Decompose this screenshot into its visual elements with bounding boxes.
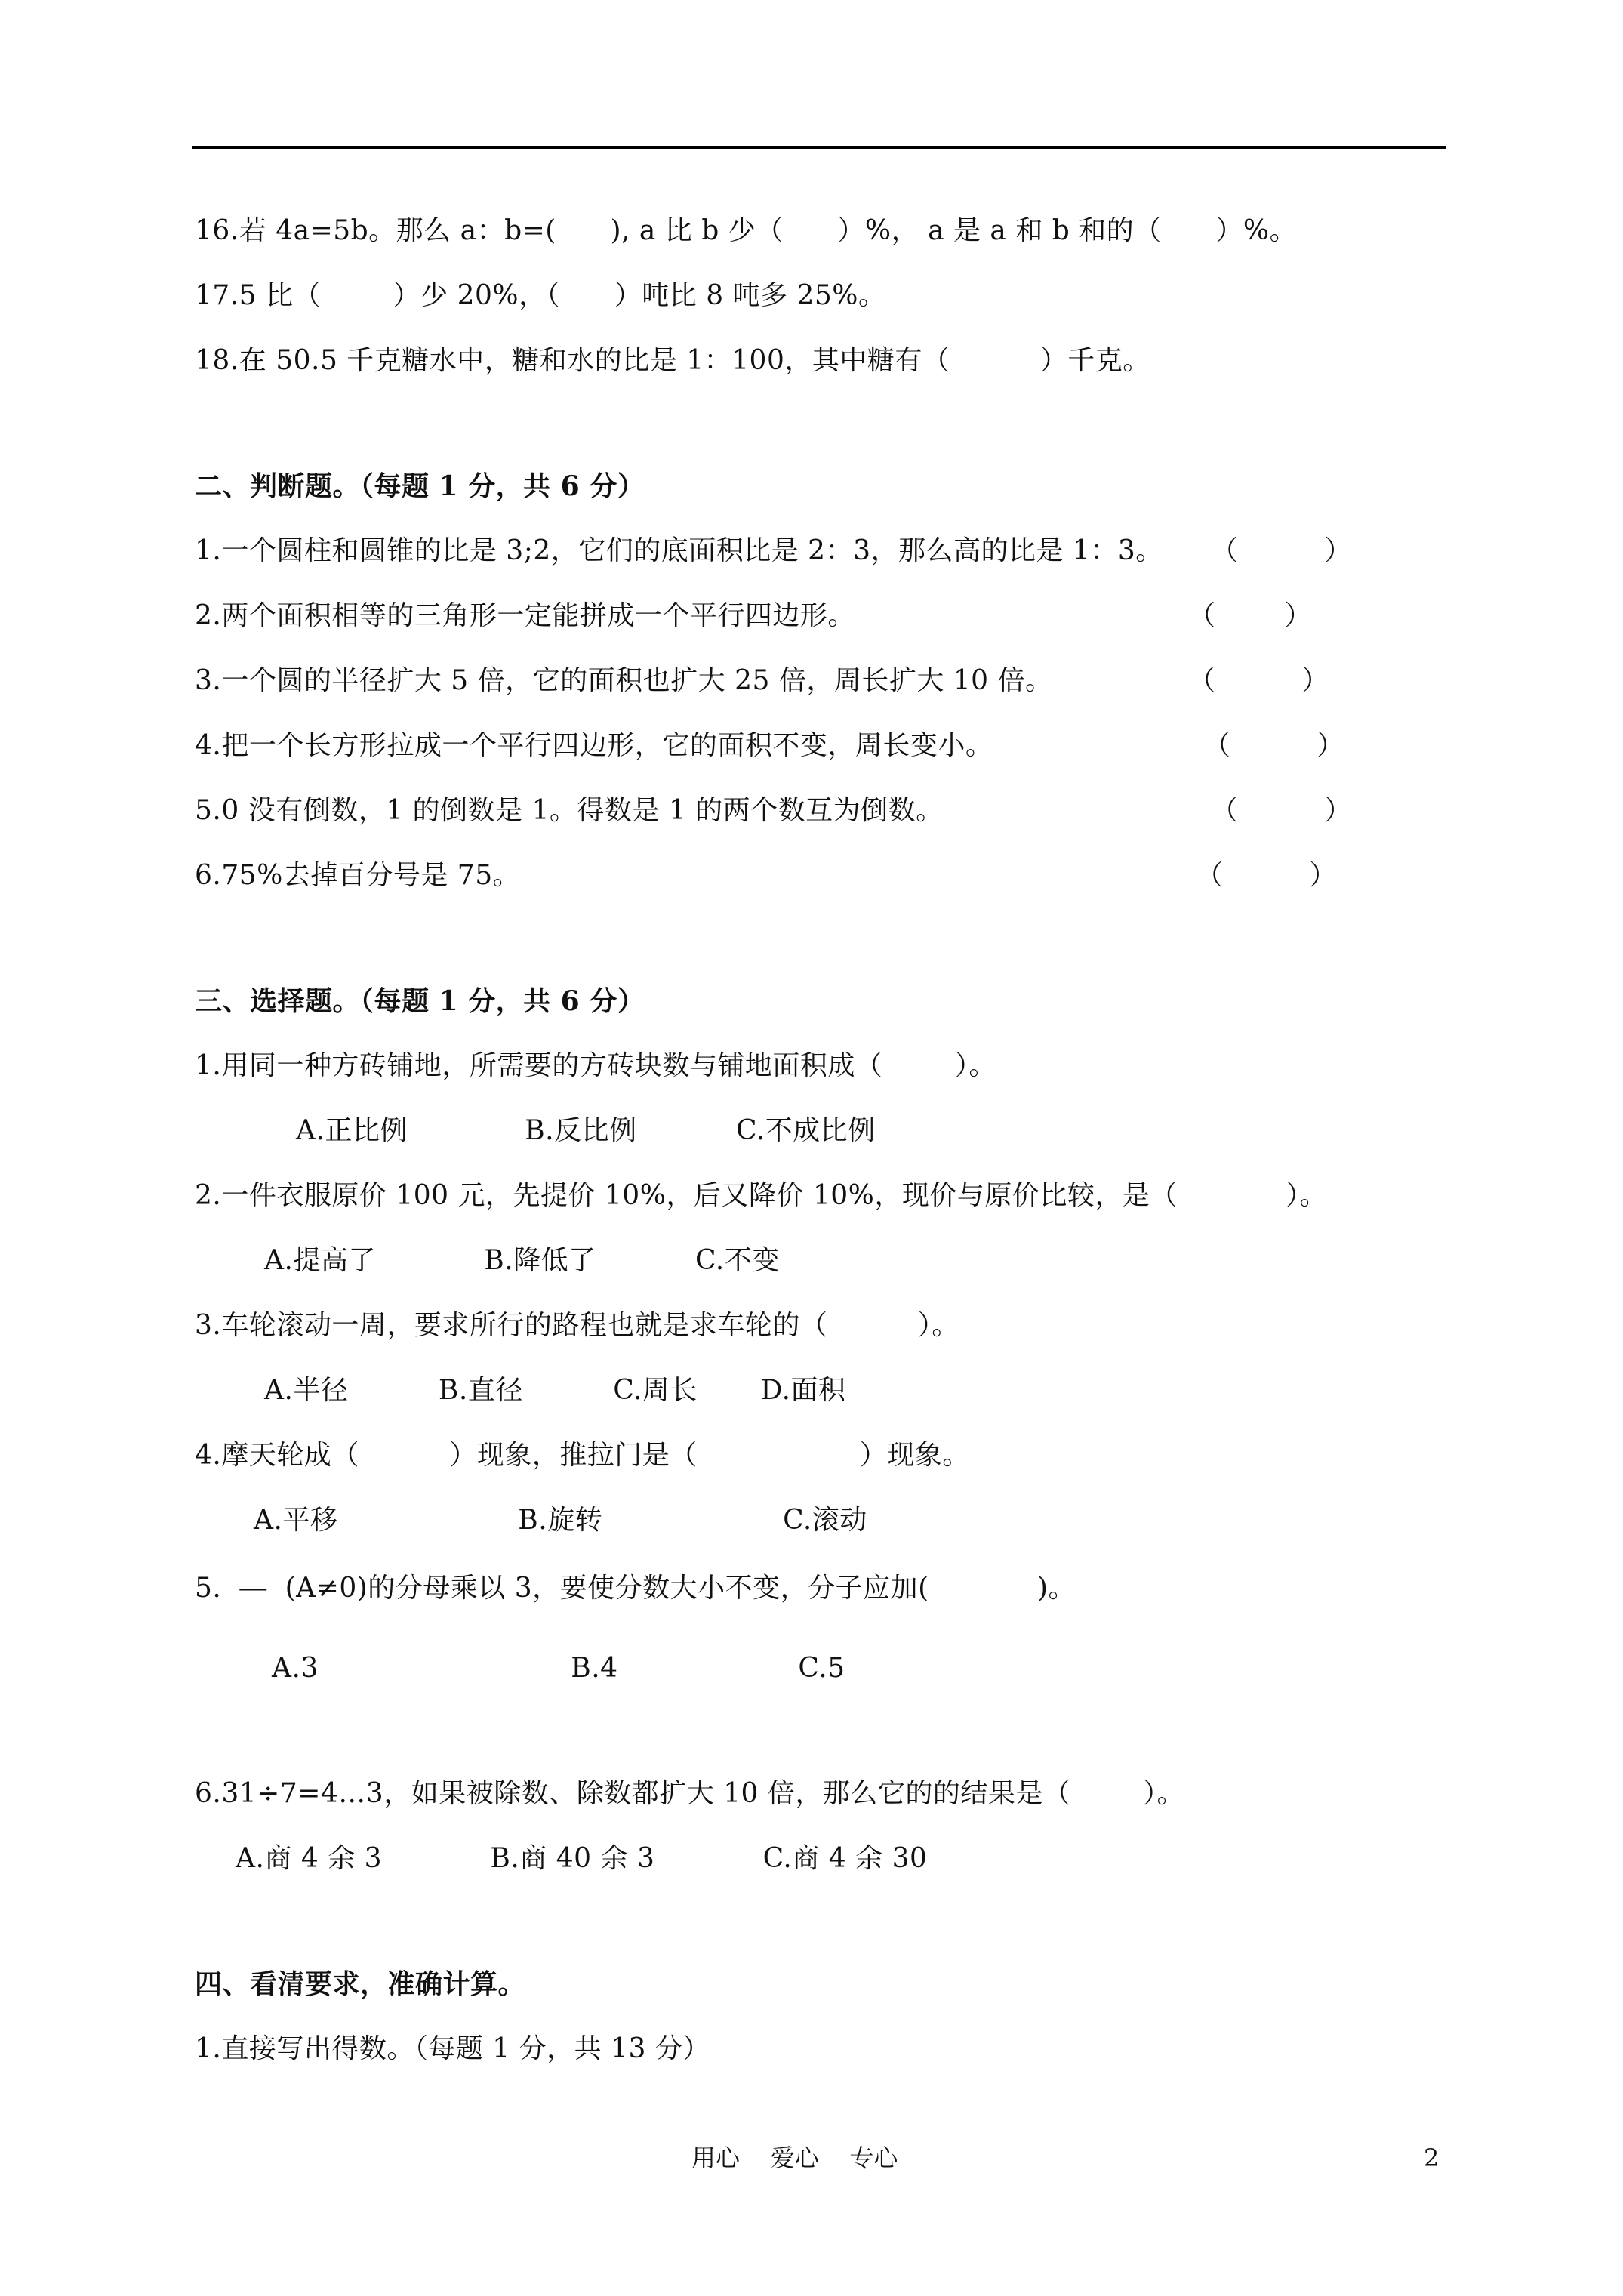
footer-slogan: 用心 爱心 专心 — [691, 2143, 898, 2172]
calc-subheading: 1.直接写出得数。（每题 1 分，共 13 分） — [195, 2033, 710, 2064]
judgment-item-1: 1.一个圆柱和圆锥的比是 3;2，它们的底面积比是 2：3，那么高的比是 1：3。 — [195, 535, 1163, 566]
header-rule — [192, 146, 1446, 149]
choice-options-2: A.提高了 B.降低了 C.不变 — [264, 1245, 780, 1276]
choice-options-3: A.半径 B.直径 C.周长 D.面积 — [264, 1375, 846, 1406]
choice-question-5: 5. ― (A≠0)的分母乘以 3，要使分数大小不变，分子应加( )。 — [195, 1573, 1076, 1604]
question-16: 16.若 4a=5b。那么 a：b=( ), a 比 b 少（ ）%， a 是 a 和 b 和的（ ）%。 — [195, 215, 1298, 246]
judgment-item-6: 6.75%去掉百分号是 75。 — [195, 860, 521, 891]
choice-heading: 三、选择题。（每题 1 分，共 6 分） — [195, 985, 645, 1017]
choice-question-1: 1.用同一种方砖铺地，所需要的方砖块数与铺地面积成（ ）。 — [195, 1050, 996, 1081]
judgment-answer-5[interactable]: （ ） — [1211, 795, 1352, 826]
judgment-answer-6[interactable]: （ ） — [1196, 860, 1337, 891]
choice-question-3: 3.车轮滚动一周，要求所行的路程也就是求车轮的（ ）。 — [195, 1310, 959, 1341]
judgment-answer-3[interactable]: （ ） — [1188, 665, 1329, 696]
question-17: 17.5 比（ ）少 20%，（ ）吨比 8 吨多 25%。 — [195, 280, 886, 311]
judgment-answer-4[interactable]: （ ） — [1203, 730, 1344, 761]
judgment-answer-1[interactable]: （ ） — [1211, 535, 1352, 566]
choice-options-1: A.正比例 B.反比例 C.不成比例 — [296, 1115, 876, 1146]
calc-heading: 四、看清要求，准确计算。 — [195, 1968, 526, 2000]
choice-options-4: A.平移 B.旋转 C.滚动 — [254, 1505, 867, 1536]
judgment-heading: 二、判断题。（每题 1 分，共 6 分） — [195, 470, 645, 502]
choice-question-2: 2.一件衣服原价 100 元，先提价 10%，后又降价 10%，现价与原价比较，是（ ）。 — [195, 1180, 1328, 1211]
judgment-answer-2[interactable]: （ ） — [1188, 600, 1312, 631]
choice-options-5: A.3 B.4 C.5 — [272, 1653, 845, 1684]
choice-question-6: 6.31÷7=4…3，如果被除数、除数都扩大 10 倍，那么它的的结果是（ ）。 — [195, 1778, 1184, 1809]
choice-options-6: A.商 4 余 3 B.商 40 余 3 C.商 4 余 30 — [236, 1843, 928, 1874]
choice-question-4: 4.摩天轮成（ ）现象，推拉门是（ ）现象。 — [195, 1440, 970, 1471]
judgment-item-2: 2.两个面积相等的三角形一定能拼成一个平行四边形。 — [195, 600, 855, 631]
judgment-item-4: 4.把一个长方形拉成一个平行四边形，它的面积不变，周长变小。 — [195, 730, 993, 761]
judgment-item-3: 3.一个圆的半径扩大 5 倍，它的面积也扩大 25 倍，周长扩大 10 倍。 — [195, 665, 1053, 696]
page-number: 2 — [1424, 2143, 1440, 2172]
judgment-item-5: 5.0 没有倒数，1 的倒数是 1。得数是 1 的两个数互为倒数。 — [195, 795, 944, 826]
question-18: 18.在 50.5 千克糖水中，糖和水的比是 1：100，其中糖有（ ）千克。 — [195, 345, 1150, 376]
